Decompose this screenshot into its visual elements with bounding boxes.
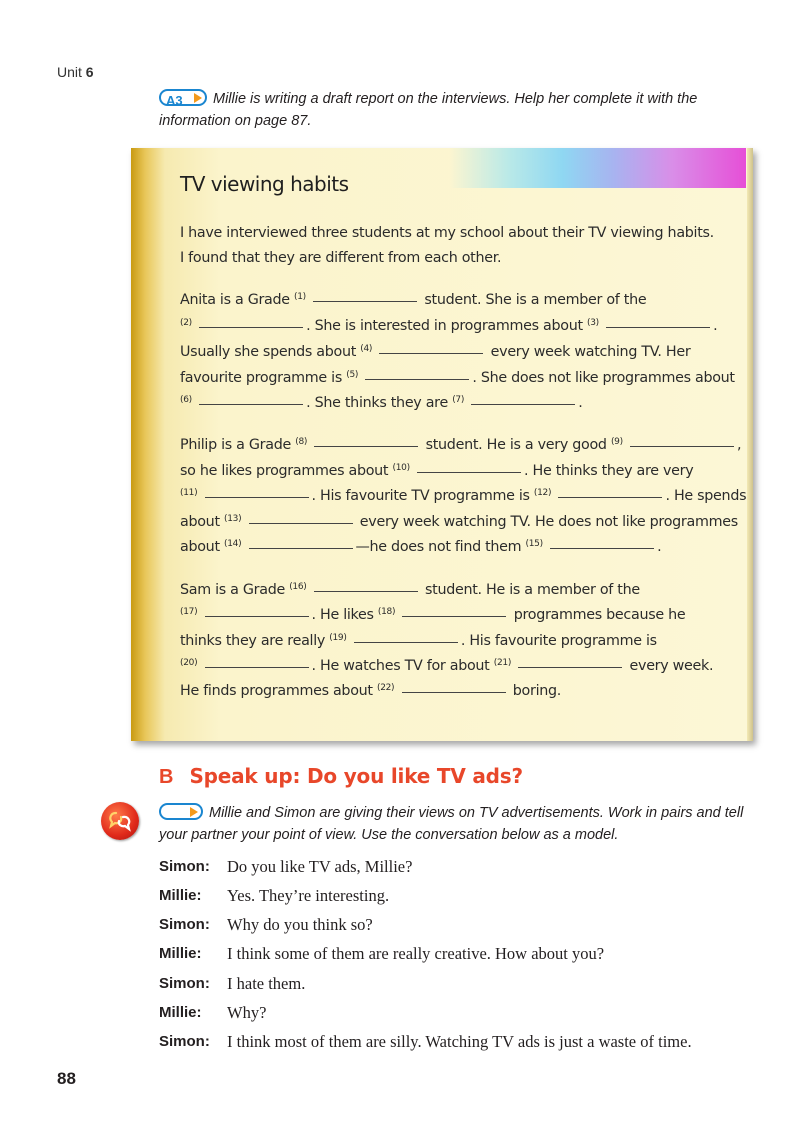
task-badge: A3 (166, 93, 183, 108)
blank-20[interactable] (205, 667, 309, 668)
blank-13[interactable] (249, 523, 353, 524)
report-intro-2: I found that they are different from each other. (180, 250, 502, 266)
blank-14[interactable] (249, 548, 353, 549)
blank-16[interactable] (314, 591, 418, 592)
unit-number: 6 (85, 64, 94, 80)
blank-9[interactable] (630, 446, 734, 447)
speaker: Millie: (159, 945, 202, 962)
blank-8[interactable] (314, 446, 418, 447)
speaker: Simon: (159, 1033, 210, 1050)
unit-label (57, 64, 94, 80)
blank-19[interactable] (354, 642, 458, 643)
blank-5[interactable] (365, 379, 469, 380)
speaker: Millie: (159, 887, 202, 904)
blank-12[interactable] (558, 497, 662, 498)
report-line: about $^{(13)}$ every week watching TV. He does not like programmes (180, 514, 738, 530)
report-line: thinks they are really $^{(19)}$ . His favourite programme is (180, 633, 657, 649)
section-title: Speak up: Do you like TV ads? (189, 764, 523, 788)
report-line: Usually she spends about $^{(4)}$ every week watching TV. Her (180, 344, 691, 360)
report-line: $^{(20)}$ . He watches TV for about $^{(21)}$ every week. (180, 658, 714, 674)
blank-21[interactable] (518, 667, 622, 668)
report-line: He finds programmes about $^{(22)}$ boring. (180, 683, 562, 699)
dialogue-line: Yes. They’re interesting. (227, 886, 390, 905)
blank-6[interactable] (199, 404, 303, 405)
audio-play-icon[interactable] (159, 89, 207, 106)
task-a3-text: Millie is writing a draft report on the interviews. Help her complete it with the information on page 87. (159, 91, 698, 129)
report-line: Sam is a Grade $^{(16)}$ student. He is a member of the (180, 582, 640, 598)
report-line: about $^{(14)}$ —he does not find them $^{(15)}$ . (180, 539, 662, 555)
report-title: TV viewing habits (180, 172, 349, 196)
unit-word: Unit (57, 64, 82, 80)
speaker: Millie: (159, 1004, 202, 1021)
section-b-text: Millie and Simon are giving their views on TV advertisements. Work in pairs and tell your partner your point of view. Use the conversation below as a model. (159, 805, 744, 843)
report-line: $^{(11)}$ . His favourite TV programme is $^{(12)}$ . He spends (180, 488, 747, 504)
blank-7[interactable] (471, 404, 575, 405)
section-letter: B (159, 766, 174, 788)
blank-11[interactable] (205, 497, 309, 498)
report-intro-1: I have interviewed three students at my school about their TV viewing habits. (180, 225, 714, 241)
audio-play-icon[interactable] (159, 803, 203, 820)
speaker: Simon: (159, 975, 210, 992)
dialogue-line: I think most of them are silly. Watching TV ads is just a waste of time. (227, 1032, 692, 1051)
report-line: so he likes programmes about $^{(10)}$ . He thinks they are very (180, 463, 694, 479)
blank-18[interactable] (402, 616, 506, 617)
report-line: $^{(17)}$ . He likes $^{(18)}$ programmes because he (180, 607, 686, 623)
blank-17[interactable] (205, 616, 309, 617)
blank-1[interactable] (313, 301, 417, 302)
blank-2[interactable] (199, 327, 303, 328)
blank-3[interactable] (606, 327, 710, 328)
section-b-heading (159, 764, 523, 789)
section-b-instruction (159, 802, 749, 846)
blank-15[interactable] (550, 548, 654, 549)
blank-10[interactable] (417, 472, 521, 473)
report-line: $^{(6)}$ . She thinks they are $^{(7)}$ . (180, 395, 583, 411)
dialogue-line: Do you like TV ads, Millie? (227, 857, 413, 876)
dialogue-line: I hate them. (227, 974, 306, 993)
card-decoration (450, 148, 746, 188)
report-line: Philip is a Grade $^{(8)}$ student. He is a very good $^{(9)}$ , (180, 437, 742, 453)
blank-4[interactable] (379, 353, 483, 354)
report-line: Anita is a Grade $^{(1)}$ student. She is a member of the (180, 292, 647, 308)
dialogue-line: Why do you think so? (227, 915, 373, 934)
report-line: favourite programme is $^{(5)}$ . She does not like programmes about (180, 370, 735, 386)
task-a3-instruction (159, 88, 749, 132)
blank-22[interactable] (402, 692, 506, 693)
speaker: Simon: (159, 858, 210, 875)
dialogue-line: Why? (227, 1003, 267, 1022)
page-number: 88 (57, 1069, 76, 1088)
report-line: $^{(2)}$ . She is interested in programmes about $^{(3)}$ . (180, 318, 718, 334)
pair-talk-icon (101, 802, 139, 840)
speaker: Simon: (159, 916, 210, 933)
dialogue-line: I think some of them are really creative. How about you? (227, 944, 605, 963)
